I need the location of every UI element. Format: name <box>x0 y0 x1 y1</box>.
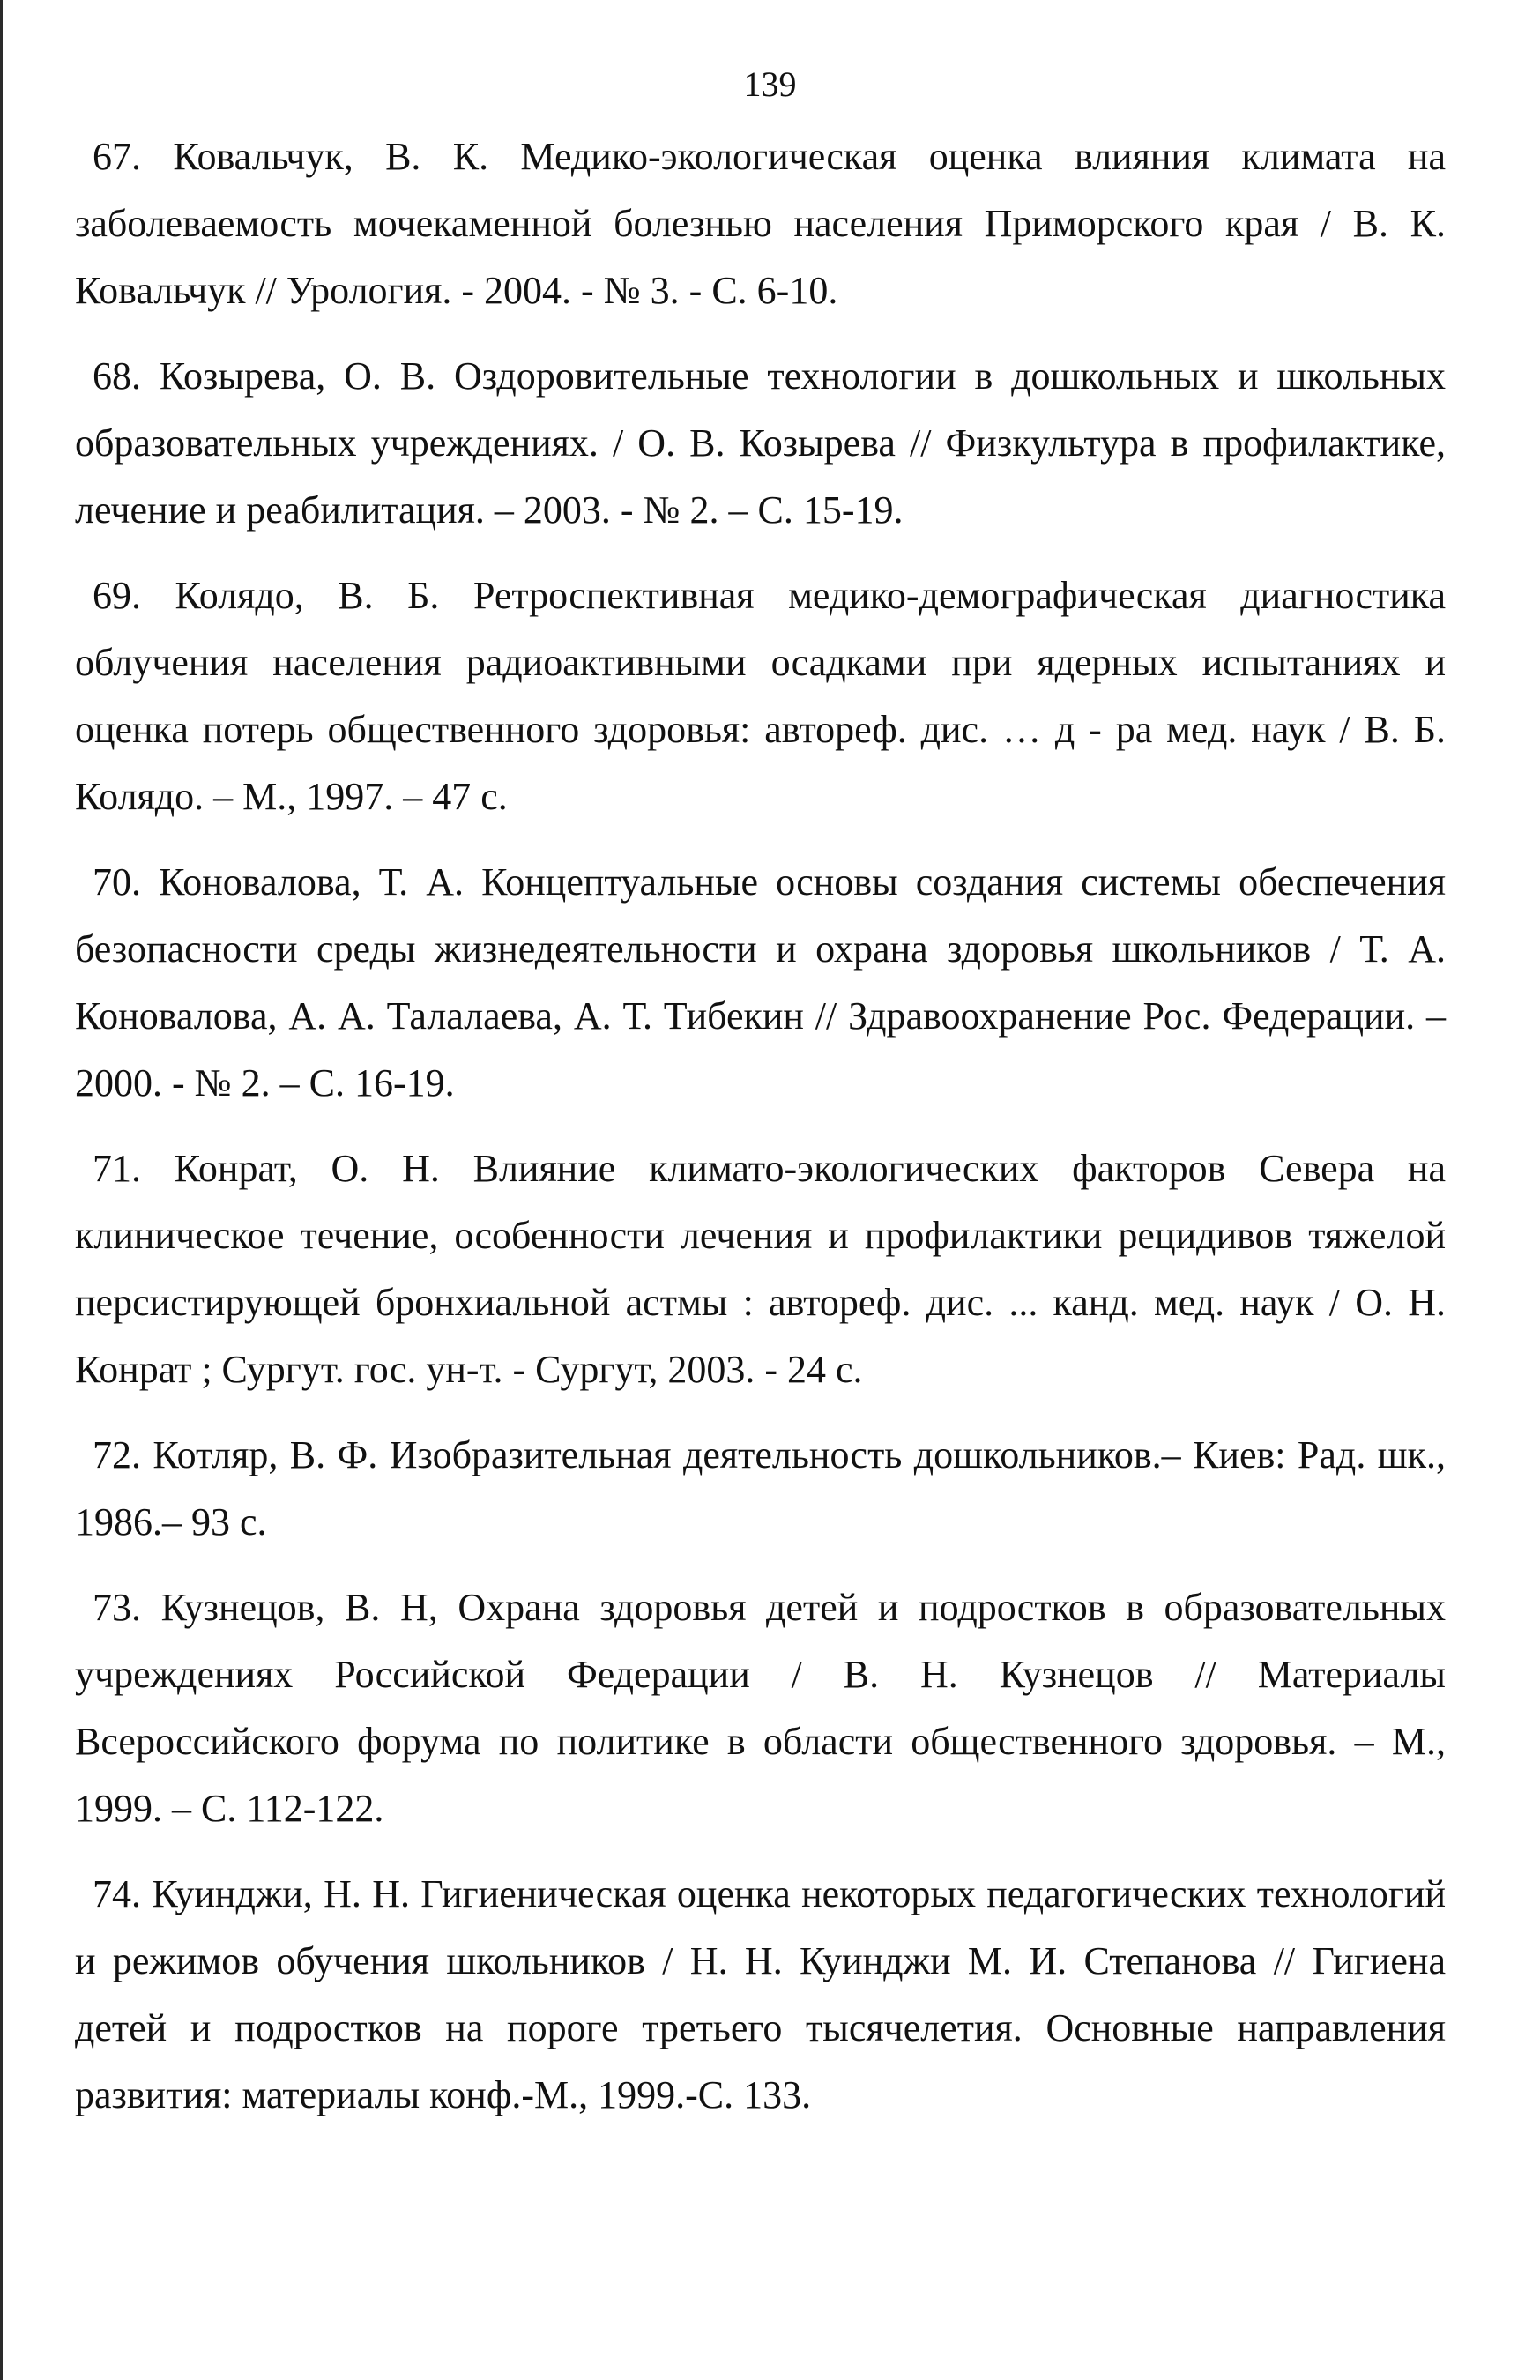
reference-entry-67: 67. Ковальчук, В. К. Медико-экологическая оценка влияния климата на заболеваемость мочекаменной болезнью населения Приморского края / В. К. Ковальчук // Урология. - 2004. - № 3. - С. 6-10. <box>75 135 1446 312</box>
reference-entry-68: 68. Козырева, О. В. Оздоровительные технологии в дошкольных и школьных образовательных учреждениях. / О. В. Козырева // Физкультура в профилактике, лечение и реабилитация. – 2003. - № 2. – С. 15-19. <box>75 354 1446 532</box>
reference-entry-72: 72. Котляр, В. Ф. Изобразительная деятельность дошкольников.– Киев: Рад. шк., 1986.– 93 с. <box>75 1433 1446 1543</box>
reference-entry-73: 73. Кузнецов, В. Н, Охрана здоровья детей и подростков в образовательных учреждениях Российской Федерации / В. Н. Кузнецов // Материалы Всероссийского форума по политике в области общественного здоровья. – М., 1999. – С. 112-122. <box>75 1586 1446 1830</box>
reference-entry-69: 69. Колядо, В. Б. Ретроспективная медико-демографическая диагностика облучения населения радиоактивными осадками при ядерных испытаниях и оценка потерь общественного здоровья: автореф. дис. … д - ра мед. наук / В. Б. Колядо. – М., 1997. – 47 с. <box>75 574 1446 818</box>
reference-entry-74: 74. Куинджи, Н. Н. Гигиеническая оценка некоторых педагогических технологий и режимов обучения школьников / Н. Н. Куинджи М. И. Степанова // Гигиена детей и подростков на пороге третьего тысячелетия. Основные направления развития: материалы конф.-М., 1999.-С. 133. <box>75 1872 1446 2116</box>
page-number: 139 <box>743 64 797 104</box>
reference-entry-70: 70. Коновалова, Т. А. Концептуальные основы создания системы обеспечения безопасности среды жизнедеятельности и охрана здоровья школьников / Т. А. Коновалова, А. А. Талалаева, А. Т. Тибекин // Здравоохранение Рос. Федерации. – 2000. - № 2. – С. 16-19. <box>75 860 1446 1104</box>
scan-edge <box>0 0 3 2380</box>
reference-list <box>75 123 1446 2147</box>
reference-entry-71: 71. Конрат, О. Н. Влияние климато-экологических факторов Севера на клиническое течение, особенности лечения и профилактики рецидивов тяжелой персистирующей бронхиальной астмы : автореф. дис. ... канд. мед. наук / О. Н. Конрат ; Сургут. гос. ун-т. - Сургут, 2003. - 24 с. <box>75 1147 1446 1391</box>
